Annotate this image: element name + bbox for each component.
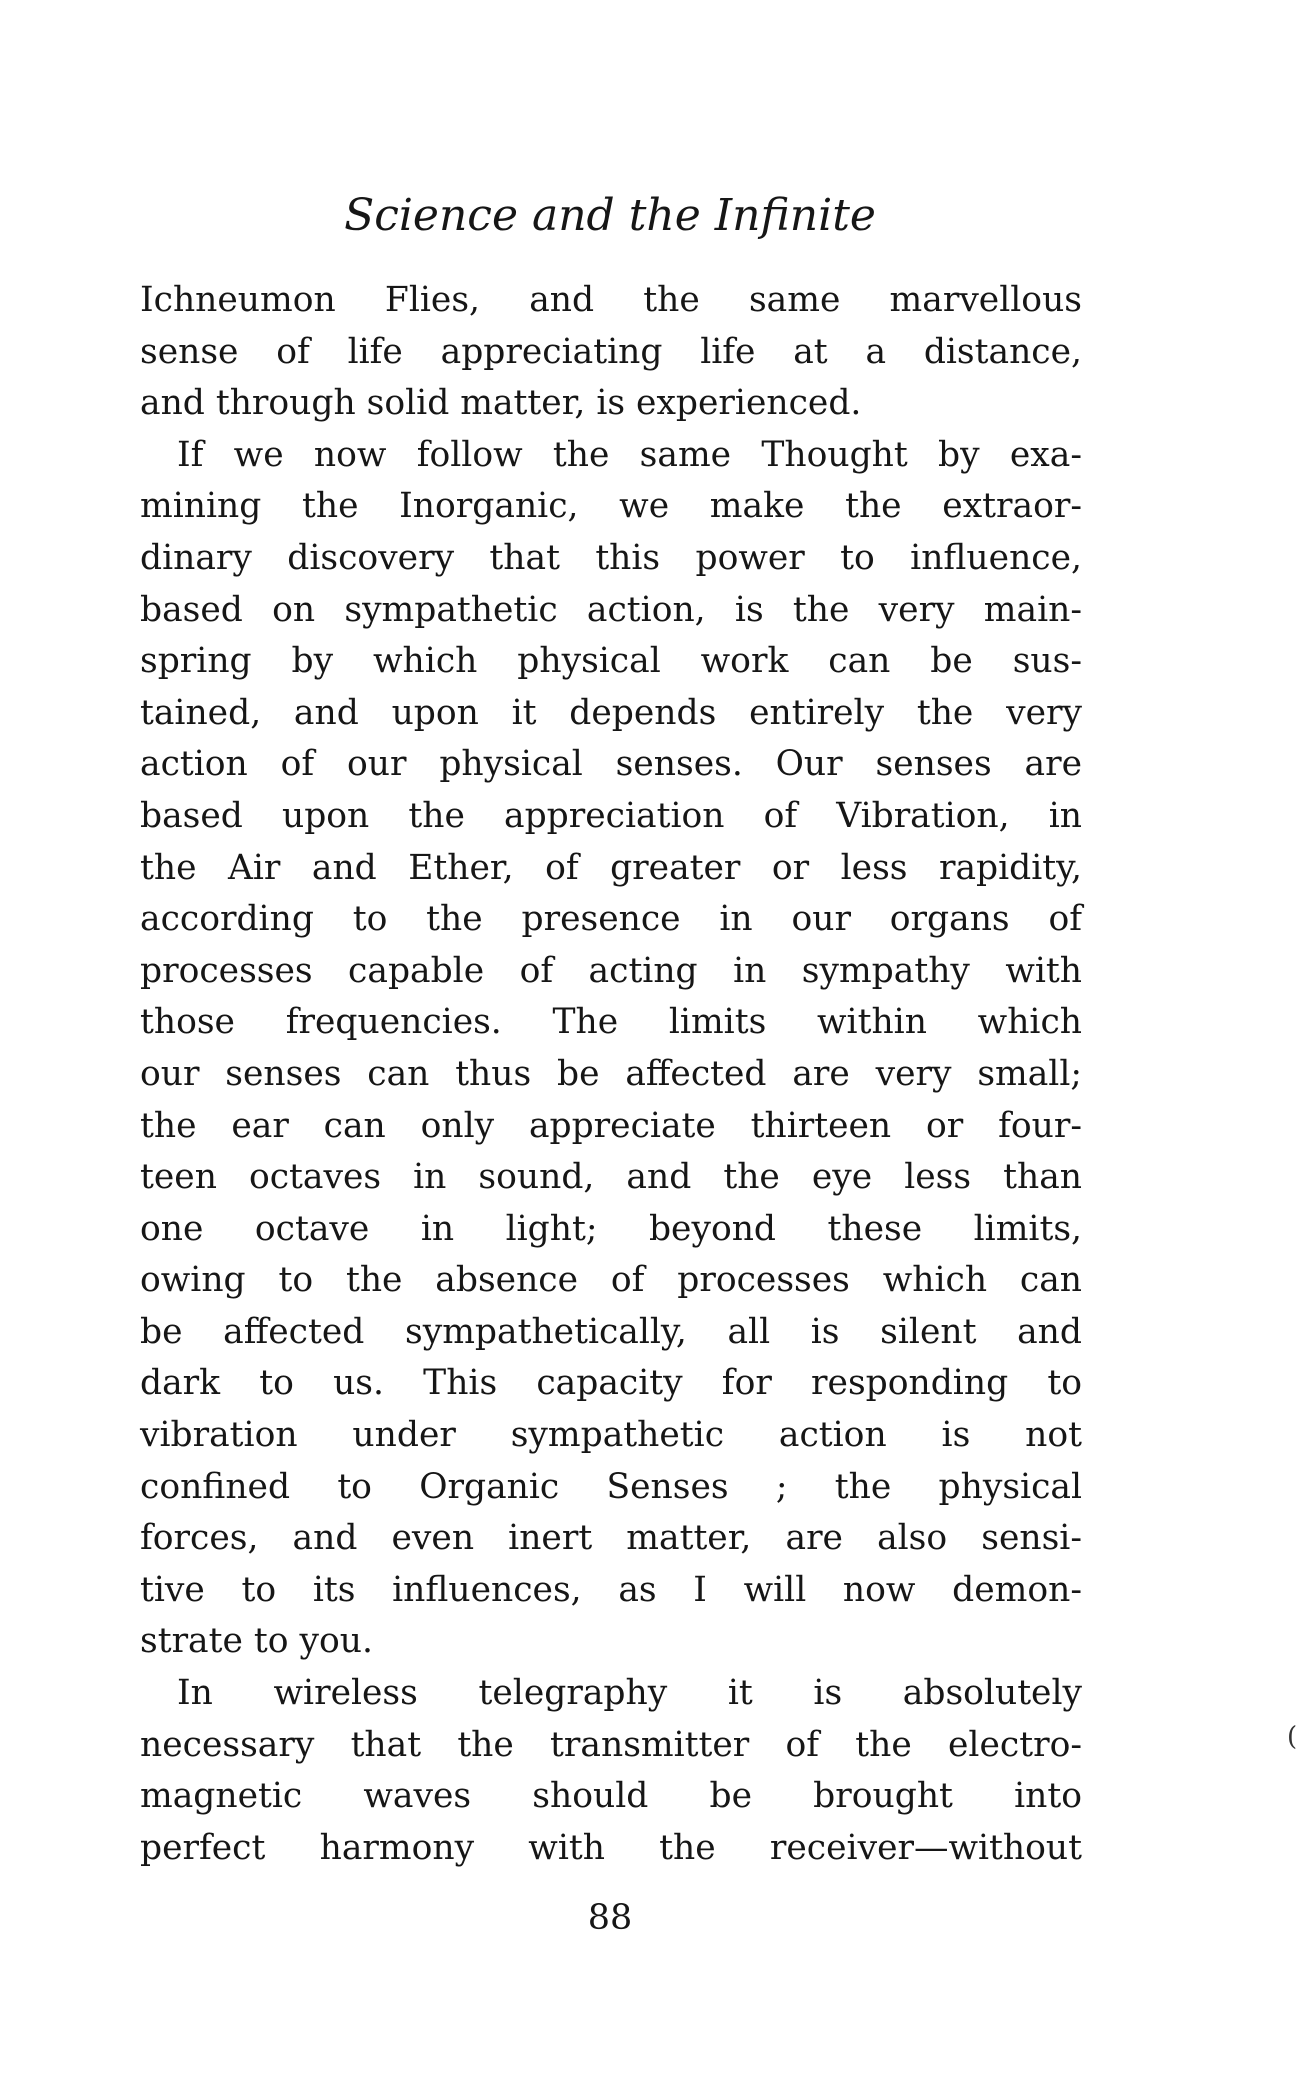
text-line: tained, and upon it depends entirely the very: [140, 692, 1082, 733]
text-line: processes capable of acting in sympathy with: [140, 950, 1082, 991]
text-line: confined to Organic Senses ; the physical: [140, 1466, 1082, 1507]
text-line: strate to you.: [140, 1621, 373, 1662]
text-line: those frequencies. The limits within which: [140, 1002, 1082, 1043]
text-line: sense of life appreciating life at a distance,: [140, 331, 1082, 372]
text-line: one octave in light; beyond these limits,: [140, 1208, 1082, 1249]
text-line: based upon the appreciation of Vibration, in: [140, 795, 1082, 836]
text-line: necessary that the transmitter of the electro-: [140, 1724, 1082, 1765]
text-line: action of our physical senses. Our senses are: [140, 744, 1082, 785]
text-line: dark to us. This capacity for responding to: [140, 1363, 1082, 1404]
text-line: In wireless telegraphy it is absolutely: [177, 1673, 1082, 1714]
margin-mark: (: [1287, 1722, 1298, 1752]
body-text: [140, 275, 1082, 1874]
running-head: Science and the Infinite: [344, 190, 876, 241]
text-line: the Air and Ether, of greater or less rapidity,: [140, 847, 1082, 888]
text-line: be affected sympathetically, all is silent and: [140, 1311, 1082, 1352]
text-line: Ichneumon Flies, and the same marvellous: [140, 280, 1082, 320]
text-line: owing to the absence of processes which can: [140, 1260, 1082, 1301]
text-line: tive to its influences, as I will now demon-: [140, 1569, 1082, 1610]
text-line: and through solid matter, is experienced.: [140, 383, 862, 424]
text-line: the ear can only appreciate thirteen or four-: [140, 1105, 1082, 1146]
text-line: teen octaves in sound, and the eye less than: [140, 1157, 1082, 1198]
text-line: If we now follow the same Thought by exa-: [177, 434, 1082, 475]
text-line: mining the Inorganic, we make the extraor-: [140, 486, 1082, 527]
text-line: forces, and even inert matter, are also sensi-: [140, 1518, 1082, 1559]
text-line: according to the presence in our organs of: [140, 899, 1082, 940]
text-line: spring by which physical work can be sus-: [140, 641, 1082, 682]
text-line: perfect harmony with the receiver—without: [140, 1827, 1082, 1868]
text-line: based on sympathetic action, is the very main-: [140, 589, 1082, 630]
text-line: dinary discovery that this power to influence,: [140, 537, 1082, 578]
text-line: magnetic waves should be brought into: [140, 1776, 1082, 1817]
text-line: vibration under sympathetic action is not: [140, 1415, 1082, 1456]
text-line: our senses can thus be affected are very small;: [140, 1053, 1082, 1094]
page-number: 88: [587, 1898, 633, 1938]
